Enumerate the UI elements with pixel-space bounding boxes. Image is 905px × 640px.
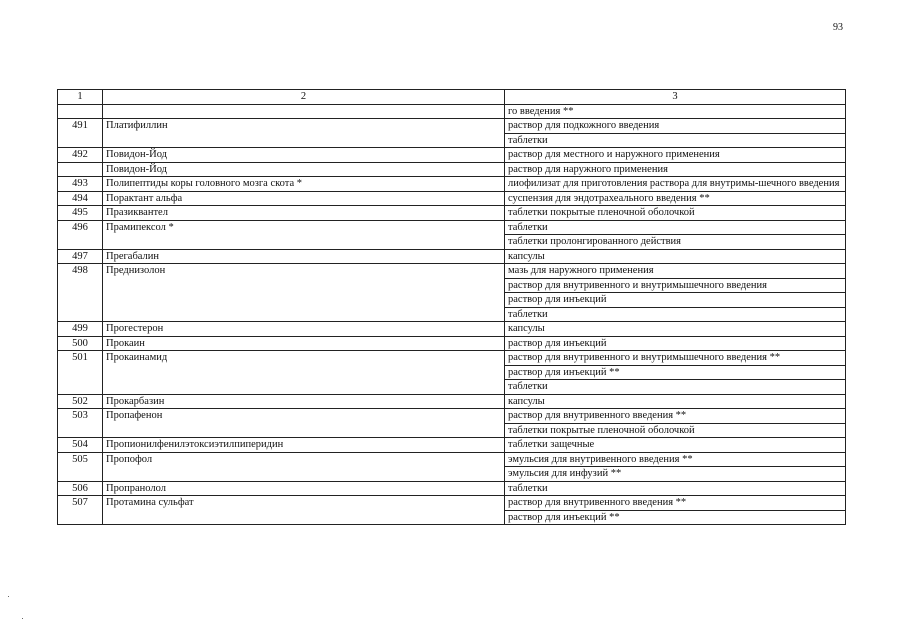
row-number: 507 [58,496,103,525]
table-row [58,351,846,366]
dosage-form: таблетки покрытые пленочной оболочкой [505,206,846,221]
drug-name: Прокаин [103,336,505,351]
table-row [58,394,846,409]
drug-name [103,104,505,119]
table-row [58,481,846,496]
row-number: 500 [58,336,103,351]
drug-name: Повидон-Йод [103,162,505,177]
drug-name: Пропионилфенилэтоксиэтилпиперидин [103,438,505,453]
dosage-form: таблетки покрытые пленочной оболочкой [505,423,846,438]
table-row [58,220,846,235]
row-number [58,104,103,119]
row-number [58,162,103,177]
drug-name: Прокарбазин [103,394,505,409]
row-number: 501 [58,351,103,395]
table-row [58,496,846,511]
header-col-3: 3 [505,90,846,105]
drug-name: Пропафенон [103,409,505,438]
table-row [58,148,846,163]
table-row [58,191,846,206]
table-row [58,322,846,337]
drug-name: Полипептиды коры головного мозга скота * [103,177,505,192]
dosage-form: раствор для инъекций ** [505,510,846,525]
table-header-row [58,90,846,105]
drug-name: Прогестерон [103,322,505,337]
drug-name: Платифиллин [103,119,505,148]
drug-name: Пропранолол [103,481,505,496]
drug-name: Порактант альфа [103,191,505,206]
row-number: 503 [58,409,103,438]
table-row [58,177,846,192]
header-col-1: 1 [58,90,103,105]
dosage-form: раствор для местного и наружного применения [505,148,846,163]
dosage-form: раствор для внутривенного и внутримышечного введения ** [505,351,846,366]
row-number: 495 [58,206,103,221]
dosage-form: таблетки [505,133,846,148]
table-body [58,90,846,525]
drug-name: Пропофол [103,452,505,481]
table-row [58,264,846,279]
dosage-form: таблетки защечные [505,438,846,453]
dosage-form: капсулы [505,394,846,409]
header-col-2: 2 [103,90,505,105]
table-row [58,206,846,221]
dosage-form: раствор для наружного применения [505,162,846,177]
table-row [58,249,846,264]
table-row [58,452,846,467]
table-row [58,162,846,177]
dosage-form: раствор для внутривенного введения ** [505,496,846,511]
row-number: 497 [58,249,103,264]
table-row [58,119,846,134]
row-number: 491 [58,119,103,148]
page-number: 93 [833,22,843,33]
row-number: 498 [58,264,103,322]
row-number: 493 [58,177,103,192]
row-number: 502 [58,394,103,409]
dosage-form: раствор для инъекций [505,336,846,351]
dosage-form: таблетки [505,481,846,496]
drug-name: Прокаинамид [103,351,505,395]
table-row [58,409,846,424]
dosage-form: таблетки [505,220,846,235]
dosage-form: таблетки пролонгированного действия [505,235,846,250]
dosage-form: го введения ** [505,104,846,119]
dosage-form: эмульсия для внутривенного введения ** [505,452,846,467]
drug-name: Прамипексол * [103,220,505,249]
dosage-form: таблетки [505,380,846,395]
drug-name: Прегабалин [103,249,505,264]
dosage-form: капсулы [505,322,846,337]
dosage-form: эмульсия для инфузий ** [505,467,846,482]
dosage-form: раствор для внутривенного и внутримышечного введения [505,278,846,293]
dosage-form: раствор для подкожного введения [505,119,846,134]
row-number: 505 [58,452,103,481]
dosage-form: лиофилизат для приготовления раствора для внутримы-шечного введения [505,177,846,192]
drug-name: Преднизолон [103,264,505,322]
drug-name: Празиквантел [103,206,505,221]
table-row [58,336,846,351]
row-number: 506 [58,481,103,496]
drug-name: Повидон-Йод [103,148,505,163]
drug-name: Протамина сульфат [103,496,505,525]
dosage-form: раствор для инъекций [505,293,846,308]
dosage-form: раствор для инъекций ** [505,365,846,380]
row-number: 496 [58,220,103,249]
dosage-form: мазь для наружного применения [505,264,846,279]
scan-speck [8,596,9,597]
row-number: 494 [58,191,103,206]
row-number: 499 [58,322,103,337]
dosage-form: раствор для внутривенного введения ** [505,409,846,424]
table-row [58,104,846,119]
row-number: 492 [58,148,103,163]
dosage-form: капсулы [505,249,846,264]
dosage-form: таблетки [505,307,846,322]
drug-table [57,89,846,525]
dosage-form: суспензия для эндотрахеального введения ** [505,191,846,206]
row-number: 504 [58,438,103,453]
scan-speck [22,618,23,619]
table-row [58,438,846,453]
